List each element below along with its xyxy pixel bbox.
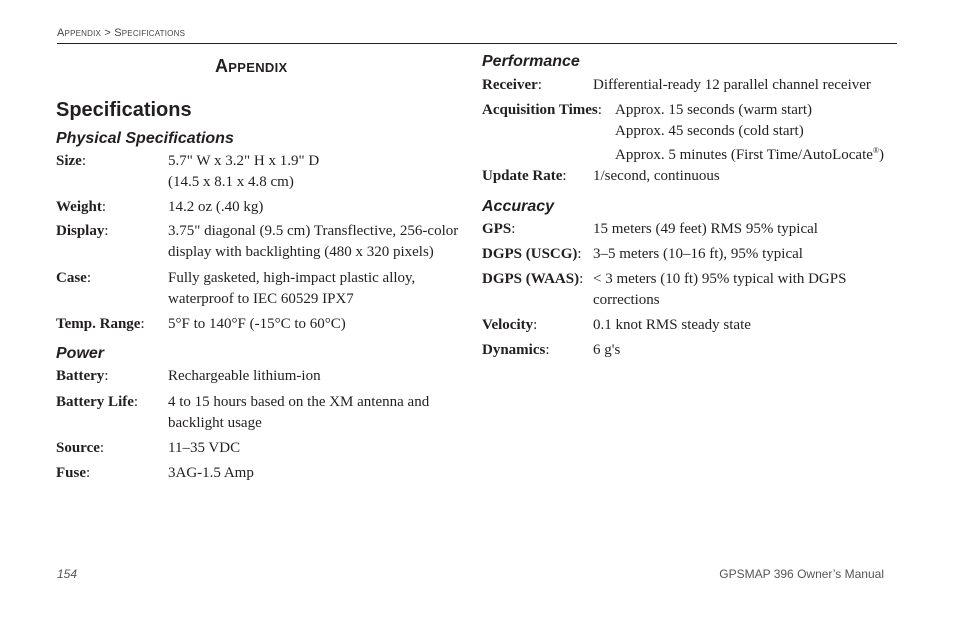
physical-heading: Physical Specifications xyxy=(56,130,234,147)
page-title: Specifications xyxy=(56,99,192,121)
manual-title: GPSMAP 396 Owner’s Manual xyxy=(719,567,884,581)
spec-value: corrections xyxy=(593,291,660,308)
spec-label: Update Rate xyxy=(482,168,563,184)
spec-value: 15 meters (49 feet) RMS 95% typical xyxy=(593,221,818,237)
spec-label: Acquisition Times xyxy=(482,102,598,118)
spec-value: 0.1 knot RMS steady state xyxy=(593,317,751,333)
spec-label: Fuse xyxy=(56,465,86,481)
spec-value: Fully gasketed, high-impact plastic alloy, xyxy=(168,270,416,286)
spec-label: GPS xyxy=(482,221,512,237)
breadcrumb-separator: > xyxy=(104,27,111,39)
spec-label: Case xyxy=(56,270,87,286)
spec-value: 5°F to 140°F (-15°C to 60°C) xyxy=(168,316,346,332)
spec-value: Differential-ready 12 parallel channel receiver xyxy=(593,77,871,93)
spec-value: 6 g's xyxy=(593,342,621,358)
spec-label: Size xyxy=(56,153,82,169)
spec-value: Rechargeable lithium-ion xyxy=(168,368,321,384)
spec-label: Source xyxy=(56,440,100,456)
spec-value: 4 to 15 hours based on the XM antenna and xyxy=(168,394,430,410)
power-heading: Power xyxy=(56,345,105,362)
accuracy-heading: Accuracy xyxy=(482,198,555,215)
spec-value: < 3 meters (10 ft) 95% typical with DGPS xyxy=(593,271,847,287)
spec-value: Approx. 15 seconds (warm start) xyxy=(615,102,813,118)
spec-value: Approx. 5 minutes (First Time/AutoLocate xyxy=(615,147,873,163)
spec-value: 3–5 meters (10–16 ft), 95% typical xyxy=(593,246,803,262)
spec-label: Dynamics xyxy=(482,342,546,358)
spec-value: 5.7" W x 3.2" H x 1.9" D xyxy=(168,153,320,169)
appendix-title: Appendix xyxy=(215,56,288,76)
spec-value: 3.75" diagonal (9.5 cm) Transflective, 256-color xyxy=(168,223,459,239)
breadcrumb-section: Appendix xyxy=(57,27,102,39)
spec-label: Weight xyxy=(56,199,102,215)
spec-label: Display xyxy=(56,223,105,239)
spec-label: Battery xyxy=(56,368,105,384)
spec-value: 1/second, continuous xyxy=(593,168,720,184)
performance-heading: Performance xyxy=(482,53,580,70)
spec-value: 11–35 VDC xyxy=(168,440,241,456)
spec-value: (14.5 x 8.1 x 4.8 cm) xyxy=(168,173,294,190)
spec-label: DGPS (USCG) xyxy=(482,246,578,262)
spec-value: 3AG-1.5 Amp xyxy=(168,465,254,481)
spec-value-tail: ) xyxy=(879,147,884,163)
page-number: 154 xyxy=(57,567,78,581)
spec-label: Battery Life xyxy=(56,394,134,410)
registered-mark: ® xyxy=(872,146,879,155)
breadcrumb xyxy=(57,27,185,39)
breadcrumb-page: Specifications xyxy=(114,27,186,39)
spec-label: Temp. Range xyxy=(56,316,141,332)
header-rule xyxy=(57,43,897,44)
spec-value: Approx. 45 seconds (cold start) xyxy=(615,122,804,139)
spec-label: DGPS (WAAS) xyxy=(482,271,580,287)
spec-value: backlight usage xyxy=(168,414,262,431)
spec-label: Velocity xyxy=(482,317,534,333)
spec-value: display with backlighting (480 x 320 pixels) xyxy=(168,243,434,260)
spec-label: Receiver xyxy=(482,77,538,93)
spec-value: waterproof to IEC 60529 IPX7 xyxy=(168,290,354,307)
spec-value: 14.2 oz (.40 kg) xyxy=(168,199,264,215)
